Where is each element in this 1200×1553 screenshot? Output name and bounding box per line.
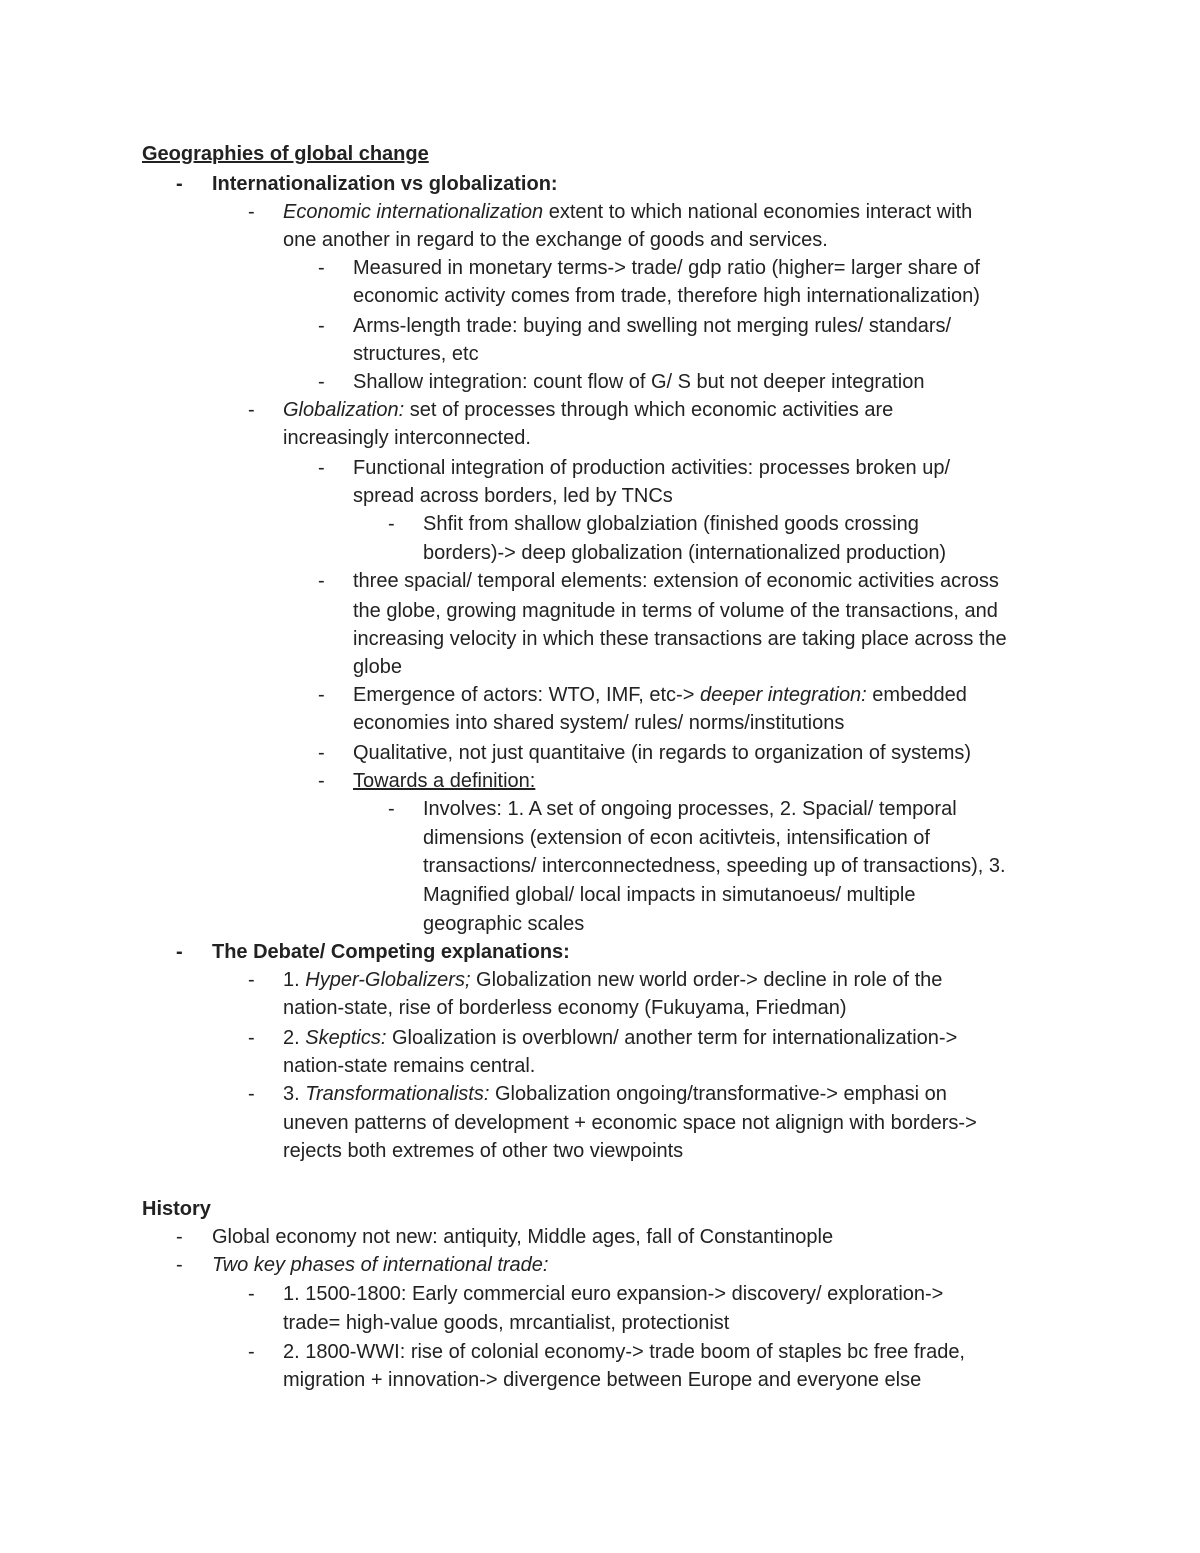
econ-intl-definition: extent to which national economies interact with: [543, 201, 973, 223]
list-item-qualitative: Qualitative, not just quantitaive (in regards to organization of systems): [353, 742, 972, 764]
list-item-continuation: uneven patterns of development + economic space not alignign with borders->: [283, 1112, 977, 1134]
bullet-dash: -: [318, 742, 325, 764]
list-item-continuation: Magnified global/ local impacts in simutanoeus/ multiple: [423, 884, 916, 906]
list-item-continuation: dimensions (extension of econ acitivteis, intensification of: [423, 827, 930, 849]
item-number: 2.: [283, 1027, 306, 1049]
list-item-shallow-integration: Shallow integration: count flow of G/ S but not deeper integration: [353, 371, 925, 393]
actors-text: Emergence of actors: WTO, IMF, etc->: [353, 684, 700, 706]
list-item-continuation: increasing velocity in which these transactions are taking place across the: [353, 628, 1007, 650]
list-item-continuation: spread across borders, led by TNCs: [353, 485, 673, 507]
list-item-transformationalists: [283, 1080, 947, 1108]
list-item-continuation: structures, etc: [353, 343, 479, 365]
bullet-dash: -: [248, 1341, 255, 1363]
list-item-skeptics: [283, 1024, 957, 1052]
bullet-dash: -: [318, 770, 325, 792]
item-text: Globalization ongoing/transformative-> emphasi on: [489, 1083, 947, 1105]
list-item-shift: Shfit from shallow globalziation (finished goods crossing: [423, 513, 919, 535]
list-item-continuation: economies into shared system/ rules/ norms/institutions: [353, 712, 845, 734]
bullet-dash: -: [248, 1283, 255, 1305]
globalization-definition: set of processes through which economic activities are: [404, 399, 894, 421]
list-item-continuation: trade= high-value goods, mrcantialist, protectionist: [283, 1312, 730, 1334]
section-heading-debate: The Debate/ Competing explanations:: [212, 941, 570, 963]
list-item-continuation: geographic scales: [423, 913, 585, 935]
bullet-dash: -: [318, 315, 325, 337]
list-item-two-phases: [212, 1251, 548, 1279]
bullet-dash: -: [248, 1027, 255, 1049]
bullet-dash: -: [318, 371, 325, 393]
list-item-econ-intl: [283, 198, 972, 226]
term-transformationalists: Transformationalists:: [305, 1083, 490, 1105]
bullet-dash: -: [318, 257, 325, 279]
bullet-dash: -: [248, 399, 255, 421]
list-item-phase-1: 1. 1500-1800: Early commercial euro expansion-> discovery/ exploration->: [283, 1283, 944, 1305]
list-item-towards-definition: [353, 767, 535, 795]
list-item-continuation: transactions/ interconnectedness, speeding up of transactions), 3.: [423, 855, 1006, 877]
bullet-dash: -: [388, 513, 395, 535]
bullet-dash: -: [318, 570, 325, 592]
bullet-dash: -: [176, 173, 183, 195]
list-item-continuation: the globe, growing magnitude in terms of volume of the transactions, and: [353, 600, 998, 622]
bullet-dash: -: [176, 1254, 183, 1276]
list-item-functional-integration: Functional integration of production activities: processes broken up/: [353, 457, 951, 479]
bullet-dash: -: [248, 201, 255, 223]
bullet-dash: -: [318, 684, 325, 706]
bullet-dash: -: [176, 1226, 183, 1248]
term-skeptics: Skeptics:: [305, 1027, 387, 1049]
list-item-hyper-globalizers: [283, 966, 942, 994]
bullet-dash: -: [248, 1083, 255, 1105]
list-item-arms-length: Arms-length trade: buying and swelling not merging rules/ standars/: [353, 315, 952, 337]
list-item-actors: [353, 681, 967, 709]
bullet-dash: -: [318, 457, 325, 479]
page-title: Geographies of global change: [142, 143, 429, 165]
section-heading-history: History: [142, 1198, 211, 1220]
term-globalization: Globalization:: [283, 399, 405, 421]
list-item-three-elements: three spacial/ temporal elements: extension of economic activities across: [353, 570, 999, 592]
bullet-dash: -: [388, 798, 395, 820]
list-item-continuation: economic activity comes from trade, therefore high internationalization): [353, 285, 980, 307]
list-item-continuation: migration + innovation-> divergence between Europe and everyone else: [283, 1369, 922, 1391]
list-item-involves: Involves: 1. A set of ongoing processes, 2. Spacial/ temporal: [423, 798, 957, 820]
actors-text-end: embedded: [866, 684, 967, 706]
list-item-continuation: rejects both extremes of other two viewpoints: [283, 1140, 684, 1162]
list-item-continuation: borders)-> deep globalization (internationalized production): [423, 542, 947, 564]
bullet-dash: -: [176, 941, 183, 963]
term-deeper-integration: deeper integration:: [699, 684, 867, 706]
list-item-continuation: increasingly interconnected.: [283, 427, 531, 449]
section-heading-intl-vs-glob: Internationalization vs globalization:: [212, 173, 558, 195]
list-item-measured: Measured in monetary terms-> trade/ gdp ratio (higher= larger share of: [353, 257, 980, 279]
list-item-continuation: nation-state, rise of borderless economy (Fukuyama, Friedman): [283, 997, 847, 1019]
bullet-dash: -: [248, 969, 255, 991]
towards-definition-label: Towards a definition:: [353, 770, 536, 792]
list-item-global-economy: Global economy not new: antiquity, Middle ages, fall of Constantinople: [212, 1226, 834, 1248]
list-item-phase-2: 2. 1800-WWI: rise of colonial economy-> trade boom of staples bc free frade,: [283, 1341, 965, 1363]
list-item-continuation: nation-state remains central.: [283, 1055, 536, 1077]
item-number: 1.: [283, 969, 306, 991]
term-hyper-globalizers: Hyper-Globalizers;: [305, 969, 471, 991]
item-number: 3.: [283, 1083, 306, 1105]
item-text: Gloalization is overblown/ another term for internationalization->: [386, 1027, 958, 1049]
item-text: Globalization new world order-> decline in role of the: [470, 969, 943, 991]
list-item-globalization: [283, 396, 893, 424]
list-item-continuation: one another in regard to the exchange of goods and services.: [283, 229, 828, 251]
list-item-continuation: globe: [353, 656, 402, 678]
term-econ-intl: Economic internationalization: [283, 201, 544, 223]
phases-label: Two key phases of international trade:: [212, 1254, 549, 1276]
